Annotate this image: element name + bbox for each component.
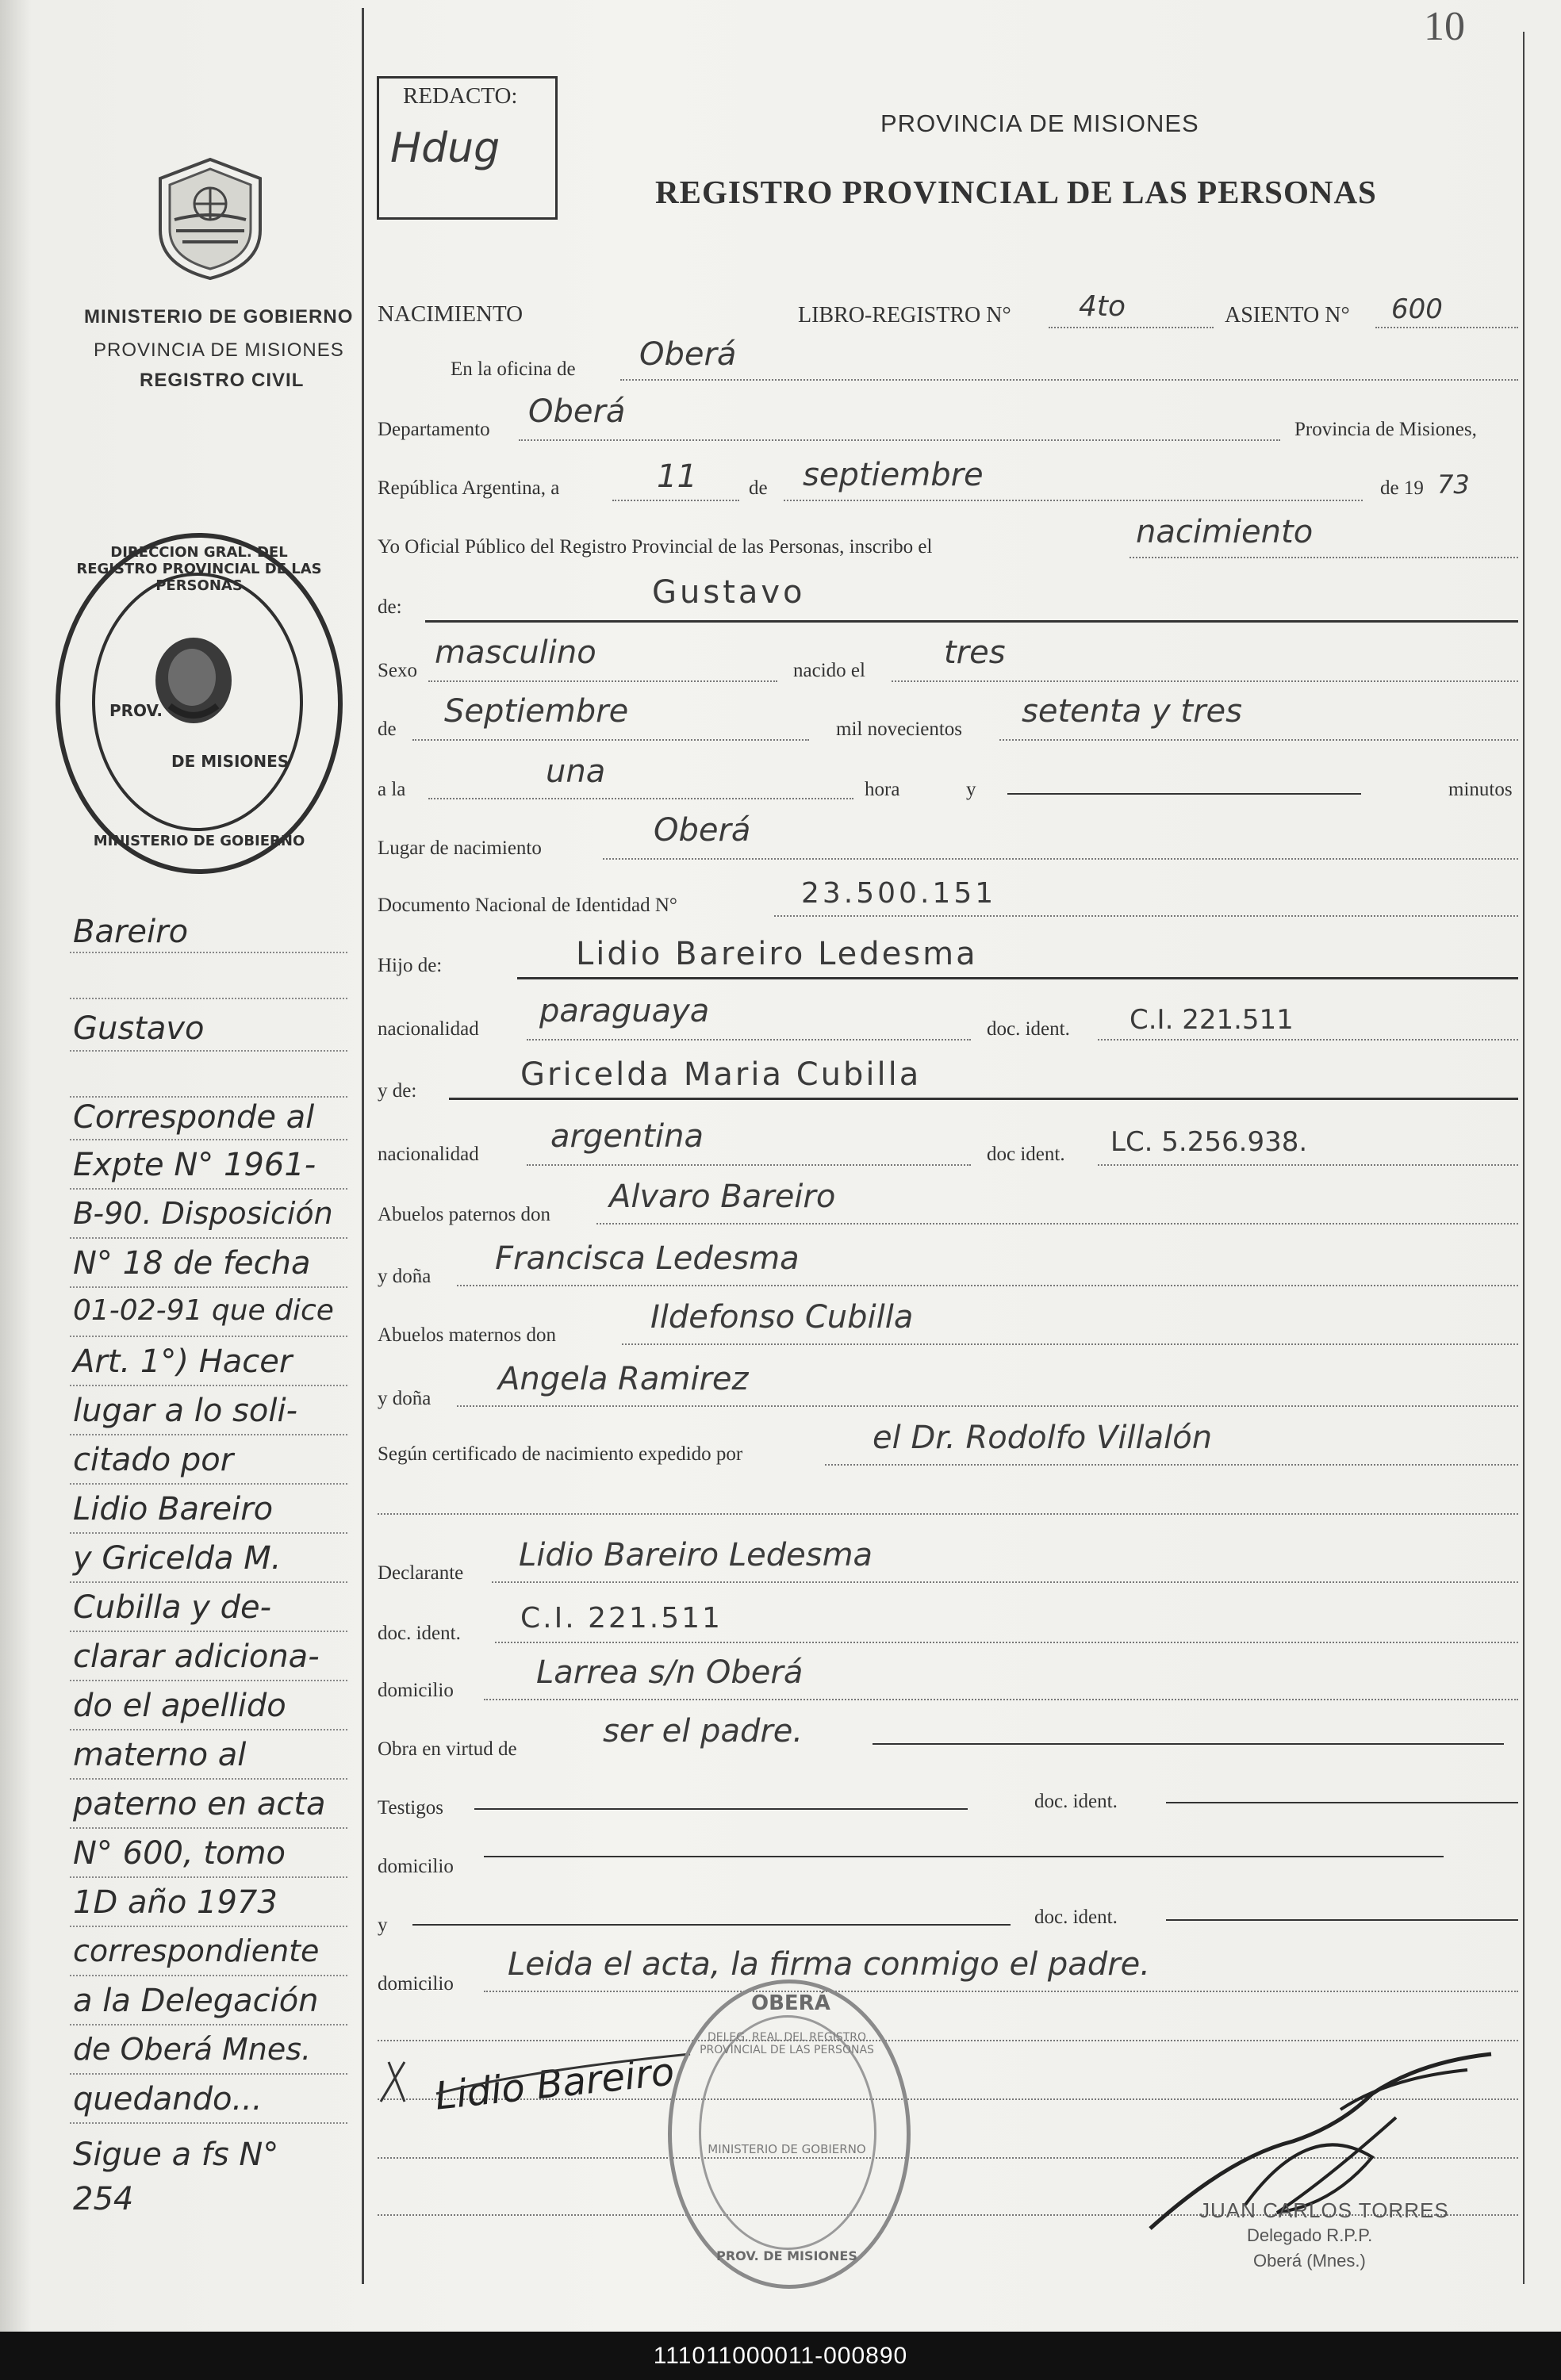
margin-note-line: citado por [73,1442,234,1478]
dni-value: 23.500.151 [801,877,997,910]
nacido-label: nacido el [793,660,865,681]
declarante-line [492,1581,1518,1583]
nac2-line [527,1164,971,1166]
margin-rule [70,1729,347,1730]
margin-rule [70,1581,347,1583]
name-value: Gustavo [652,574,806,611]
asiento-label: ASIENTO N° [1225,303,1350,328]
margin-rule [70,2024,347,2025]
lugar-line [603,858,1518,860]
margin-rule [70,1237,347,1239]
yde-label: y de: [378,1080,417,1102]
margin-note-line: materno al [73,1737,247,1773]
margin-note-line: Lidio Bareiro [73,1491,274,1527]
doc2-value: LC. 5.256.938. [1110,1126,1308,1158]
dni-line [774,915,1518,917]
provincia-label: Provincia de Misiones, [1294,419,1477,440]
margin-sigue-number: 254 [73,2181,134,2217]
margin-note-line: Corresponde al [73,1099,315,1136]
declarante-value: Lidio Bareiro Ledesma [519,1537,873,1573]
mes2-value: Septiembre [444,693,629,730]
stamp-bottom-inner: MINISTERIO DE GOBIERNO [708,2142,866,2156]
domicilio3-label: domicilio [378,1973,454,1995]
y-label: y [966,779,976,800]
ab-pat-line [596,1223,1518,1224]
docid-line [495,1642,1518,1643]
doc1-line [1098,1039,1518,1041]
doc1-label: doc. ident. [987,1018,1070,1040]
margin-note-line: 01-02-91 que dice [73,1294,334,1327]
ab-mat-dona-line [457,1405,1518,1407]
mil-line [999,739,1518,741]
cert-value: el Dr. Rodolfo Villalón [873,1420,1213,1456]
declarante-label: Declarante [378,1562,464,1584]
margin-rule [70,1385,347,1386]
domicilio-line [484,1699,1518,1700]
hora-line [428,798,853,799]
doc2-line [1098,1164,1518,1166]
margin-sigue: Sigue a fs N° [73,2137,279,2173]
stamp-left-misiones: DE MISIONES [171,752,290,771]
ab-mat-label: Abuelos maternos don [378,1324,556,1346]
nacido-line [892,680,1518,682]
oficina-line [620,379,1518,381]
hora-label: hora [865,779,900,800]
margin-rule [70,2073,347,2075]
oficial-text: Yo Oficial Público del Registro Provincial de las Personas, inscribo el [378,536,933,558]
official-place: Oberá (Mnes.) [1253,2251,1366,2271]
mil-value: setenta y tres [1022,693,1242,730]
cert-line-2 [378,1513,1518,1515]
anio-value: 73 [1437,469,1470,500]
margin-note-line: lugar a lo soli- [73,1393,298,1429]
registry-title: REGISTRO PROVINCIAL DE LAS PERSONAS [655,174,1377,210]
nac1-value: paraguaya [539,993,710,1029]
margin-note-line: Art. 1°) Hacer [73,1343,293,1380]
asiento-line [1375,327,1518,328]
sexo-label: Sexo [378,660,417,681]
stamp-bottom-ring: DELEG. REAL DEL REGISTRO PROVINCIAL DE LAS PERSONAS [700,2031,874,2056]
cert-line [825,1464,1518,1466]
stamp-left-prov: PROV. [109,701,163,720]
asiento-value: 600 [1391,293,1443,325]
ab-pat-value: Alvaro Bareiro [609,1179,836,1215]
margin-rule [70,1631,347,1632]
y2-label: y [378,1914,388,1936]
margin-note-line: Expte N° 1961- [73,1147,316,1183]
margin-rule [70,1483,347,1485]
signature-flourish-icon [373,2046,706,2110]
margin-note-line: Cubilla y de- [73,1589,272,1626]
margin-given: Gustavo [73,1010,205,1047]
ministry-line2: PROVINCIA DE MISIONES [94,339,344,361]
ab-pat-dona-value: Francisca Ledesma [495,1240,800,1277]
margin-note-line: clarar adiciona- [73,1638,320,1675]
margin-rule [70,1434,347,1435]
margin-note-line: y Gricelda M. [73,1540,282,1577]
docid-label: doc. ident. [378,1623,461,1644]
margin-rule [70,1050,347,1052]
doc3-label: doc. ident. [1034,1791,1118,1812]
nacimiento-label: NACIMIENTO [378,301,524,327]
margin-rule [70,1680,347,1681]
domicilio-value: Larrea s/n Oberá [536,1654,804,1691]
hijo-label: Hijo de: [378,955,443,976]
obra-value: ser el padre. [603,1713,804,1750]
mes-value: septiembre [803,457,984,493]
republica-label: República Argentina, a [378,477,560,499]
ala-label: a la [378,779,406,800]
redacto-signature: Hdug [390,125,501,172]
stamp-left-bottom: MINISTERIO DE GOBIERNO [93,833,305,849]
registry-stamp-bottom [668,1980,911,2289]
domicilio2-line [484,1856,1444,1857]
minutos-line [1007,793,1361,795]
margin-rule [70,1188,347,1190]
redacto-label: REDACTO: [403,83,518,109]
margin-note-line: N° 18 de fecha [73,1245,311,1282]
coat-of-arms-icon [151,155,270,282]
de-label: de [749,477,768,499]
dia-line [612,500,739,501]
dni-label: Documento Nacional de Identidad N° [378,895,677,916]
margin-rule [70,1336,347,1337]
ab-pat-label: Abuelos paternos don [378,1204,551,1225]
doc3-line [1166,1802,1518,1803]
left-column-divider [362,8,364,2284]
domicilio3-value: Leida el acta, la firma conmigo el padre. [508,1946,1150,1983]
domicilio3-line [484,1991,1518,1992]
ministry-line3: REGISTRO CIVIL [140,370,305,391]
mes2-line [412,739,809,741]
libro-value: 4to [1079,290,1126,323]
margin-rule [70,1532,347,1534]
ministry-line1: MINISTERIO DE GOBIERNO [84,306,354,328]
obra-label: Obra en virtud de [378,1738,517,1760]
anio-label: de 19 [1380,477,1424,499]
dia-value: 11 [657,458,697,495]
domicilio-label: domicilio [378,1680,454,1701]
doc4-line [1166,1919,1518,1921]
margin-note-line: paterno en acta [73,1786,326,1822]
doc4-label: doc. ident. [1034,1907,1118,1928]
margin-rule [70,998,347,999]
stamp-bottom-bottom: PROV. DE MISIONES [716,2248,857,2263]
ab-mat-dona-value: Angela Ramirez [498,1361,749,1397]
redacto-box [377,76,558,220]
testigos-line [474,1808,968,1810]
departamento-value: Oberá [528,393,626,430]
doc1-value: C.I. 221.511 [1130,1004,1294,1036]
docid-value: C.I. 221.511 [520,1602,723,1635]
signature-rule [378,2040,1518,2041]
registry-stamp-left [56,533,343,874]
margin-rule [70,1975,347,1976]
margin-rule [70,2122,347,2124]
margin-note-line: quedando... [73,2081,263,2117]
madre-line [449,1098,1518,1100]
lugar-label: Lugar de nacimiento [378,837,542,859]
margin-note-line: correspondiente [73,1934,320,1968]
lugar-value: Oberá [654,812,751,849]
oficina-label: En la oficina de [451,358,576,380]
padre-line [517,977,1518,979]
y2-line [412,1924,1011,1926]
margin-note-line: de Oberá Mnes. [73,2032,312,2067]
ab-pat-dona-line [457,1285,1518,1286]
departamento-line [519,439,1280,441]
margin-surname: Bareiro [73,914,189,950]
oficial-value: nacimiento [1136,514,1314,550]
sexo-value: masculino [435,634,596,671]
margin-note-line: 1D año 1973 [73,1884,278,1921]
ab-mat-value: Ildefonso Cubilla [650,1299,914,1336]
margin-rule [70,1096,347,1098]
province-heading: PROVINCIA DE MISIONES [880,109,1199,137]
margin-rule [70,1286,347,1288]
ab-mat-line [622,1343,1518,1345]
ydona2-label: y doña [378,1388,431,1409]
margin-note-line: B-90. Disposición [73,1196,333,1231]
page-number: 10 [1424,4,1465,49]
nac1-label: nacionalidad [378,1018,479,1040]
nacido-value: tres [944,634,1006,671]
doc2-label: doc ident. [987,1144,1065,1165]
margin-rule [70,1827,347,1829]
testigos-label: Testigos [378,1797,443,1819]
sexo-line [428,680,777,682]
nac2-label: nacionalidad [378,1144,479,1165]
de2-label: de [378,719,397,740]
nac1-line [527,1039,971,1041]
margin-rule [70,952,347,953]
declarant-signature: Lidio Bareiro [432,2049,677,2119]
libro-line [1049,327,1214,328]
padre-value: Lidio Bareiro Ledesma [576,936,978,972]
stamp-bottom-top: OBERÁ [751,1991,830,2015]
libro-label: LIBRO-REGISTRO N° [798,303,1011,328]
hora-value: una [546,753,606,790]
departamento-label: Departamento [378,419,490,440]
margin-note-line: N° 600, tomo [73,1835,286,1872]
cert-label: Según certificado de nacimiento expedido por [378,1443,743,1465]
minutos-label: minutos [1448,779,1513,800]
right-border [1523,32,1525,2284]
margin-note-line: a la Delegación [73,1983,319,2019]
name-line [425,620,1518,623]
margin-rule [70,1876,347,1878]
margin-rule [70,1139,347,1140]
oficial-line [1130,557,1518,558]
margin-note-line: do el apellido [73,1688,286,1724]
ydona1-label: y doña [378,1266,431,1287]
madre-value: Gricelda Maria Cubilla [520,1056,922,1093]
mil-label: mil novecientos [836,719,962,740]
stamp-left-ring-text: DIRECCION GRAL. DEL REGISTRO PROVINCIAL DE LAS PERSONAS [76,544,322,594]
mes-line [784,500,1363,501]
official-name: JUAN CARLOS TORRES [1199,2198,1449,2222]
nac2-value: argentina [550,1118,704,1155]
obra-line [873,1743,1504,1745]
margin-rule [70,1778,347,1780]
document-id: 111011000011-000890 [653,2343,908,2369]
de-name-label: de: [378,596,402,618]
official-title: Delegado R.P.P. [1247,2225,1373,2245]
margin-rule [70,1926,347,1927]
domicilio2-label: domicilio [378,1856,454,1877]
oficina-value: Oberá [639,336,737,373]
